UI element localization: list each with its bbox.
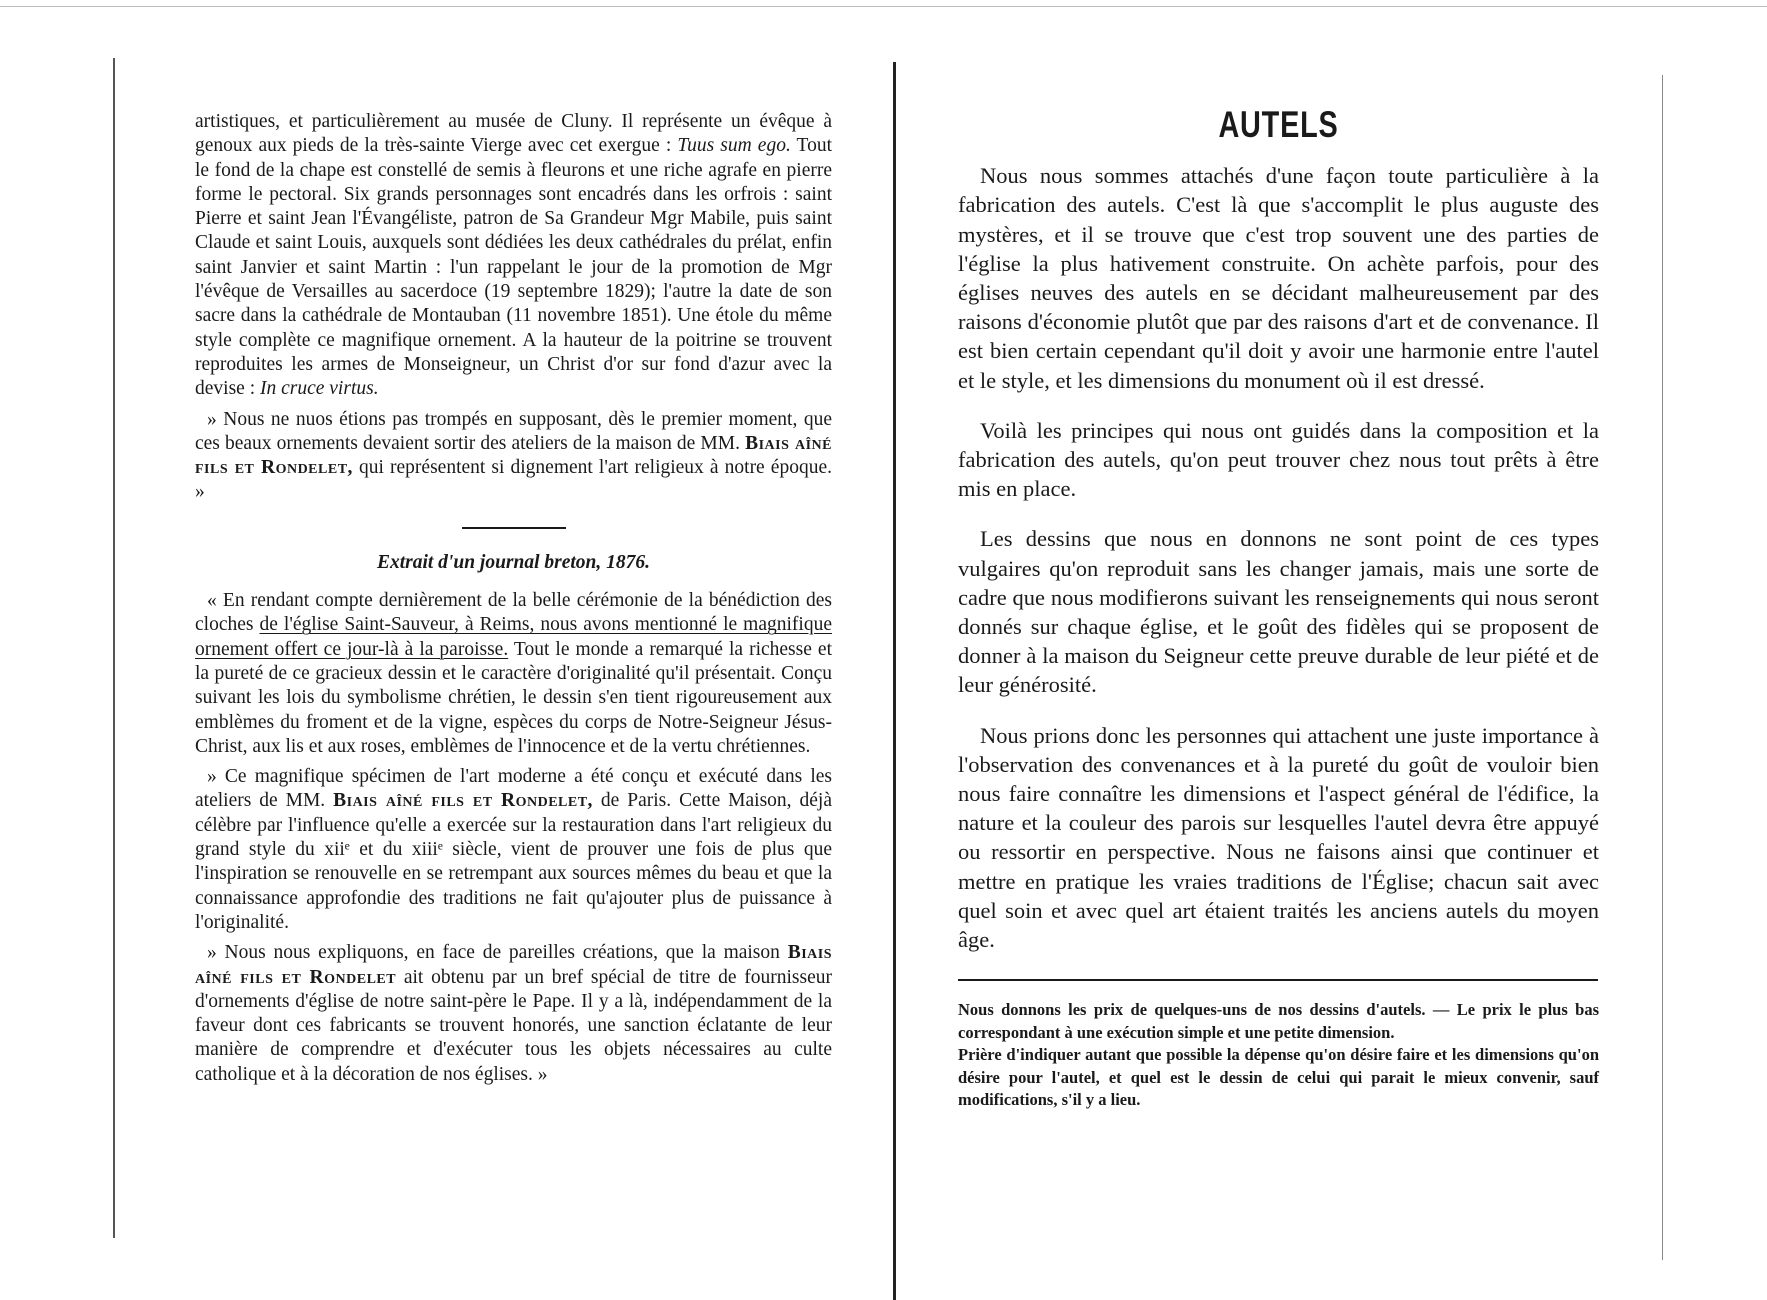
center-gutter	[893, 62, 896, 1300]
latin-device: In cruce virtus.	[259, 378, 379, 400]
left-margin-line	[113, 58, 115, 1238]
text: « En rendant compte dernièrement de la belle cérémonie de la bénédiction des cloches	[195, 590, 832, 636]
underlined-text: de l'église Saint-Sauveur, à Reims, nous avons mentionné le magnifique ornement offert ce jour-là à la paroisse.	[195, 614, 832, 660]
text: de Paris. Cette Maison, déjà célèbre par l'influence qu'elle a exercée sur la restauration dans l'art religieux du grand style du xiiᵉ et du xiiiᵉ siècle, vient de prouver une fois de plus que l'inspiration se renouvelle en se retrempant aux sources mêmes du beau et que la connaissance approfondie des traditions ne fait qu'ajouter plus de puissance à l'originalité.	[195, 790, 832, 933]
text: Tout le fond de la chape est constellé de semis à fleurons et une riche agrafe en pierre forme le pectoral. Six grands personnages sont encadrés dans les orfrois : saint Pierre et saint Jean l'Évangéliste, patron de Sa Grandeur Mgr Mabile, puis saint Claude et saint Louis, auxquels sont dédiées les deux cathédrales du prélat, enfin saint Janvier et saint Martin : l'un rappelant le jour de la promotion de Mgr l'évêque de Versailles au sacerdoce (19 septembre 1829); l'autre la date de son sacre dans la cathédrale de Montauban (11 novembre 1851). Une étole du même style complète ce magnifique ornement. A la hauteur de la poitrine se trouvent reproduites les armes de Monseigneur, un Christ d'or sur fond d'azur avec la devise :	[195, 135, 833, 400]
firm-name: Biais aîné fils et Rondelet	[195, 942, 832, 988]
left-paragraph-5	[195, 941, 832, 1087]
text: » Nous ne nuos étions pas trompés en supposant, dès le premier moment, que ces beaux ornements devaient sortir des ateliers de la maison de MM.	[195, 408, 832, 454]
latin-motto: Tuus sum ego.	[677, 135, 791, 157]
text: ait obtenu par un bref spécial de titre de fournisseur d'ornements d'église de notre saint-père le Pape. Il y a là, indépendamment de la faveur dont ces fabricants se trouvent honorés, une sanction éclatante de leur manière de comprendre et d'exécuter tous les objets nécessaires au culte catholique et à la décoration de nos églises. »	[195, 966, 832, 1085]
footnote-line-2: Prière d'indiquer autant que possible la dépense qu'on désire faire et les dimensions qu'on désire pour l'autel, et quel est le dessin de celui qui parait le mieux convenir, sauf modifications, s'il y a lieu.	[958, 1045, 1599, 1110]
right-paragraph-1: Nous nous sommes attachés d'une façon toute particulière à la fabrication des autels. C'est là que s'accomplit le plus auguste des mystères, et il se trouve que c'est trop souvent une des parties de l'église la plus hativement construite. On achète parfois, pour des églises neuves des autels en se décidant malheureusement par des raisons d'économie plutôt que par des raisons d'art et de convenance. Il est bien certain cependant qu'il doit y avoir une harmonie entre l'autel et le style, et les dimensions du monument où il est dressé.	[958, 163, 1599, 393]
firm-name: Biais aîné fils et Rondelet,	[195, 432, 832, 479]
right-paragraph-4: Nous prions donc les personnes qui attachent une juste importance à l'observation des convenances et à la pureté du goût de vouloir bien nous faire connaître les dimensions et l'aspect général de l'édifice, la nature et la couleur des parois sur lesquelles l'autel devra être appuyé ou ressortir en perspective. Nous ne faisons ainsi que continuer et mettre en pratique les vraies traditions de l'Église; chacun sait avec quel soin et avec quel art étaient traités les anciens autels du moyen âge.	[958, 722, 1599, 953]
left-paragraph-1	[195, 110, 832, 402]
right-page	[958, 104, 1599, 1112]
right-margin-mark	[1662, 75, 1663, 1260]
firm-name: Biais aîné fils et Rondelet,	[333, 790, 593, 812]
text: artistiques, et particulièrement au musée de Cluny. Il représente un évêque à genoux aux pieds de la très-sainte Vierge avec cet exergue :	[195, 111, 832, 157]
text: qui représentent si dignement l'art religieux à notre époque. »	[195, 457, 832, 503]
right-paragraph-3: Les dessins que nous en donnons ne sont point de ces types vulgaires qu'on reproduit sans les changer jamais, mais une sorte de cadre que nous modifierons suivant les renseignements qui nous seront donnés sur chaque église, et le goût des fidèles qui se proposent de donner à la maison du Seigneur cette preuve durable de leur piété et de leur générosité.	[958, 526, 1599, 698]
footnote-divider	[958, 979, 1598, 981]
text: Tout le monde a remarqué la richesse et la pureté de ce gracieux dessin et le caractère d'originalité qu'il présentait. Conçu suivant les lois du symbolisme chrétien, le dessin s'en tient rigoureusement aux emblèmes du froment et de la vigne, espèces du corps de Notre-Seigneur Jésus-Christ, aux lis et aux roses, emblèmes de l'innocence et de la vertu chrétiennes.	[195, 638, 832, 757]
page-title: AUTELS	[1218, 104, 1339, 145]
right-paragraph-2: Voilà les principes qui nous ont guidés dans la composition et la fabrication des autels, qu'on peut trouver chez nous tout prêts à être mis en place.	[958, 417, 1599, 502]
text: » Nous nous expliquons, en face de pareilles créations, que la maison	[207, 942, 788, 964]
section-divider	[462, 527, 566, 529]
scan-top-edge	[0, 6, 1767, 7]
left-paragraph-2	[195, 408, 832, 505]
footnote	[958, 999, 1599, 1112]
section-title: Extrait d'un journal breton, 1876.	[376, 551, 651, 573]
left-page	[195, 110, 832, 1087]
footnote-line-1: Nous donnons les prix de quelques-uns de nos dessins d'autels. — Le prix le plus bas correspondant à une exécution simple et une petite dimension.	[958, 1000, 1599, 1042]
text: » Ce magnifique spécimen de l'art moderne a été conçu et exécuté dans les ateliers de MM.	[195, 766, 832, 812]
left-paragraph-3	[195, 589, 832, 759]
left-paragraph-4	[195, 765, 832, 935]
